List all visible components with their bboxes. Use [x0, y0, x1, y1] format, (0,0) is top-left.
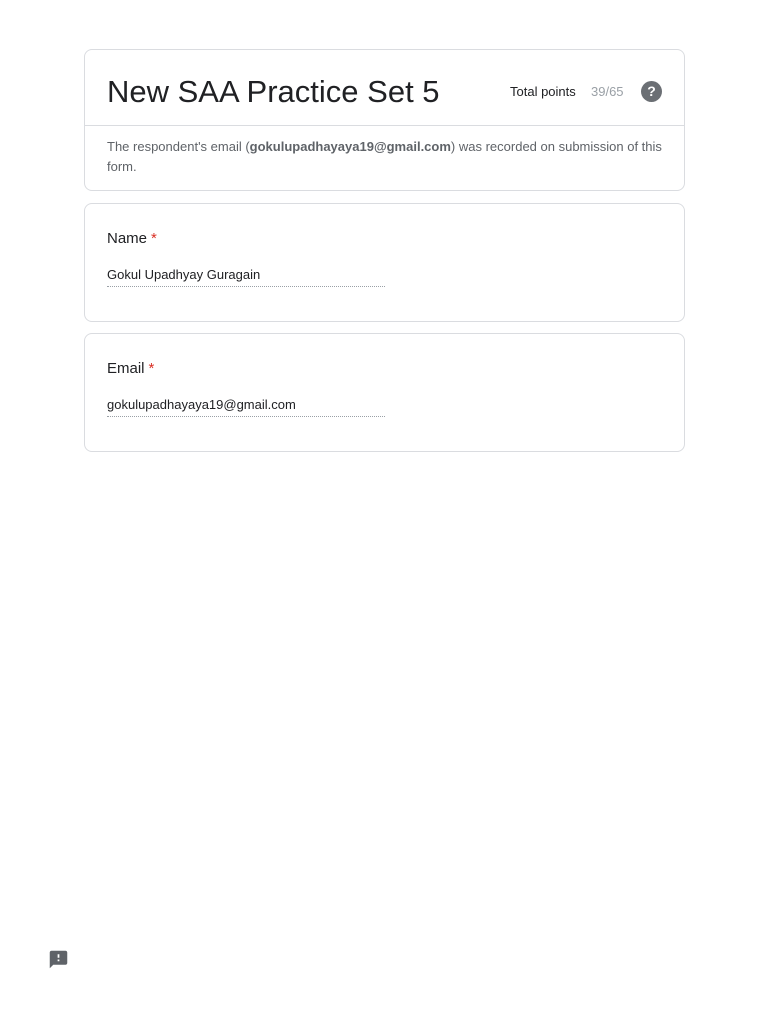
- total-points-label: Total points: [510, 84, 576, 99]
- email-note-prefix: The respondent's email (: [107, 139, 250, 154]
- help-icon[interactable]: ?: [641, 81, 662, 102]
- required-asterisk: *: [151, 230, 157, 247]
- required-asterisk: *: [148, 360, 155, 377]
- respondent-email-note: [107, 137, 667, 177]
- email-note-suffix: ) was recorded on submission of this form.: [107, 139, 662, 174]
- form-header-top: [85, 50, 684, 126]
- name-answer: Gokul Upadhyay Guragain: [107, 266, 385, 287]
- question-card-name: [84, 203, 685, 322]
- form-title: New SAA Practice Set 5: [107, 74, 440, 109]
- question-label: [107, 229, 157, 249]
- question-label: [107, 359, 154, 379]
- total-points-value: 39/65: [591, 84, 624, 99]
- question-title: Name: [107, 230, 148, 247]
- email-note-email: gokulupadhayaya19@gmail.com: [249, 139, 451, 154]
- email-answer: gokulupadhayaya19@gmail.com: [107, 396, 385, 417]
- form-header-card: [84, 49, 685, 191]
- feedback-glyph-icon: [48, 949, 69, 970]
- question-card-email: [84, 333, 685, 452]
- question-title: Email: [107, 360, 145, 377]
- feedback-icon[interactable]: [48, 949, 69, 970]
